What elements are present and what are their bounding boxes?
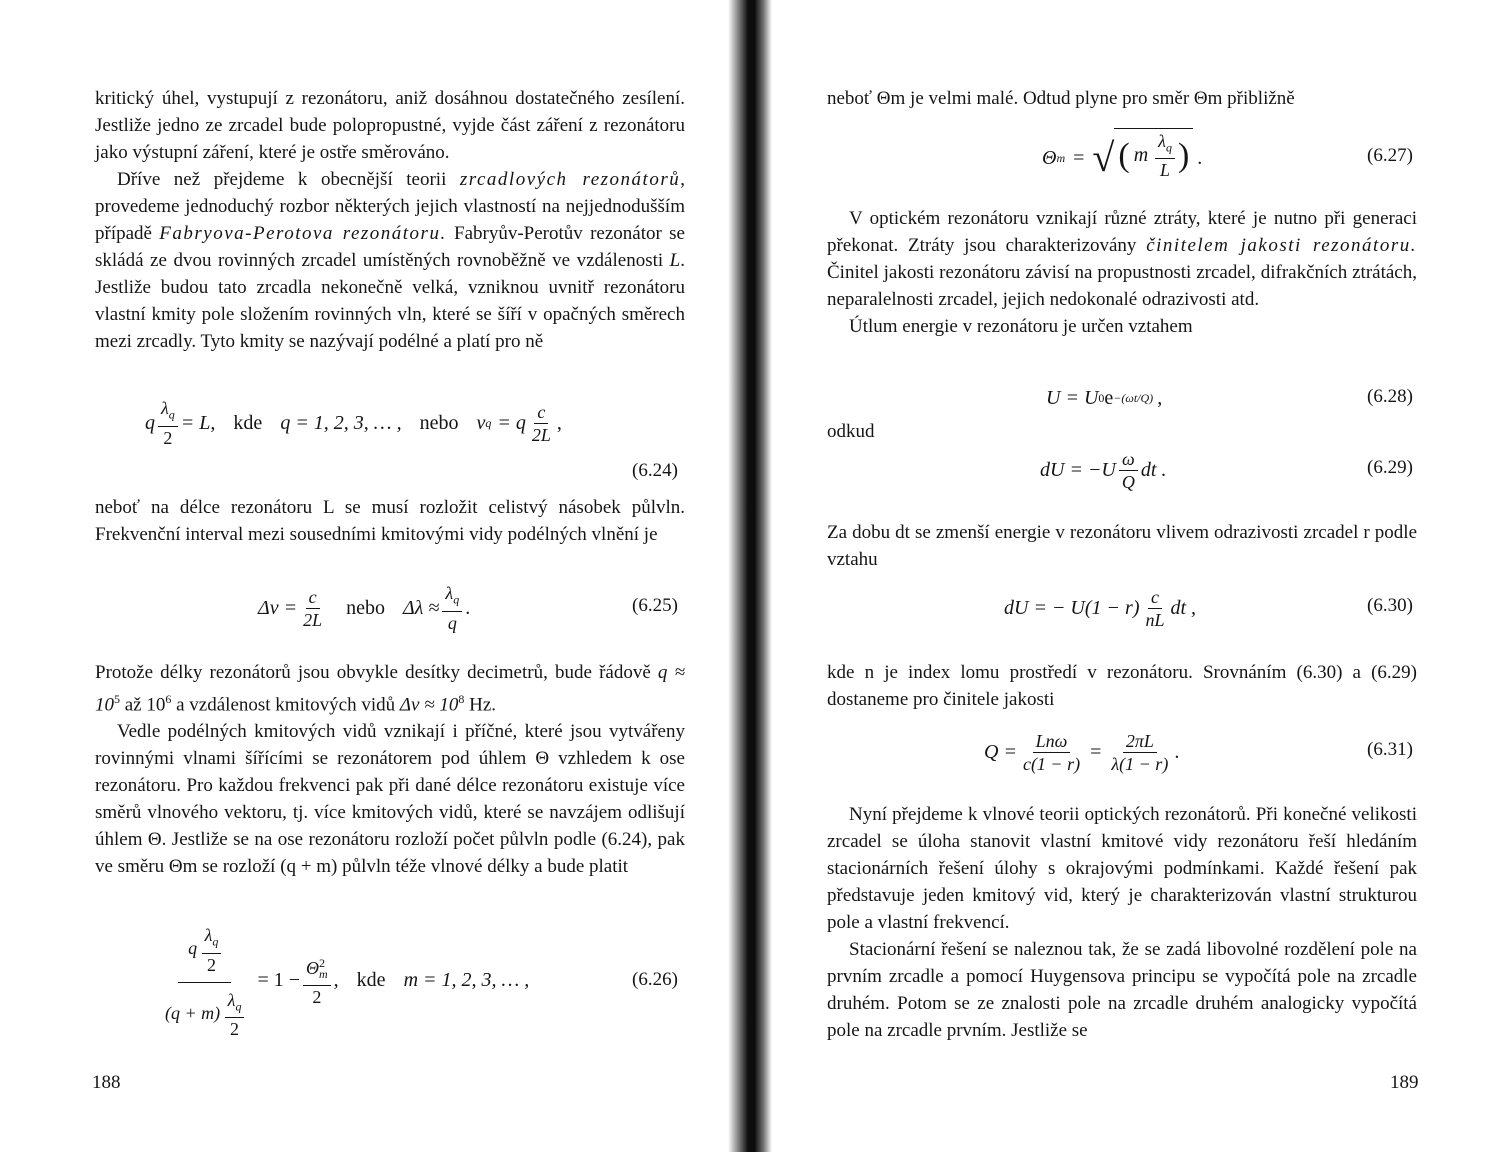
- equation-number-6-25: (6.25): [632, 595, 678, 616]
- right-page: [770, 0, 1506, 1152]
- book-gutter: [728, 0, 772, 1152]
- equation-number-6-29: (6.29): [1367, 457, 1413, 478]
- square-root-sign: √: [1092, 135, 1115, 180]
- equation-6-27: Θ m = √ ( m $\frac{\lambda_q}{L}$ ) .: [1042, 118, 1202, 198]
- fraction-c-over-2L: $\frac{c}{2L}$: [531, 401, 551, 445]
- equation-number-6-24: (6.24): [632, 460, 678, 481]
- right-text-block-4: [827, 659, 1417, 713]
- equation-6-24: q $\frac{\lambda_q}{2}$ = L, kde q = 1, 2, 3, … , nebo ν q = q $\frac{c}{2L}$ ,: [145, 398, 562, 448]
- equation-6-30: dU = − U(1 − r) $\frac{c}{nL}$ dt ,: [1004, 586, 1197, 630]
- left-text-block-1: [95, 85, 685, 355]
- equation-number-6-31: (6.31): [1367, 739, 1413, 760]
- left-paragraph-4: Protože délky rezonátorů jsou obvykle desítky decimetrů, bude řádově $q \approx 10^5$ až $10^6$ a vzdálenost kmitových vidů $\Delta\nu \approx 10^8$ Hz.: [95, 662, 685, 716]
- equation-number-6-27: (6.27): [1367, 145, 1413, 166]
- fraction-omega-over-Q: $\frac{\omega}{Q}$: [1119, 448, 1138, 493]
- left-paragraph-2: Dříve než přejdeme k obecnější teorii zrcadlových rezonátorů, provedeme jednoduchý rozbor některých jejich vlastností na nejjednodušším případě Fabryova-Perotova rezonátoru. Fabryův-Perotův rezonátor se skládá ze dvou rovinných zrcadel umístěných rovnoběžně ve vzdálenosti L. Jestliže budou tato zrcadla nekonečně velká, vzniknou uvnitř rezonátoru vlastní kmity pole složením rovinných vln, které se šíří v opačných směrech mezi zrcadly. Tyto kmity se nazývají podélné a platí pro ně: [95, 169, 685, 352]
- right-paragraph-6: Nyní přejdeme k vlnové teorii optických rezonátorů. Při konečné velikosti zrcadel se úloha stanovit vlastní kmitové vidy rezonátoru řeší hledáním stacionárních řešení úlohy s okrajovými podmínkami. Každé řešení pak představuje jeden kmitový vid, který je charakterizován vlastní strukturou pole a vlastní frekvencí.: [827, 804, 1417, 933]
- right-text-block-1: [827, 85, 1417, 112]
- fraction-lambda-over-q: $\frac{\lambda_q}{q}$: [442, 582, 462, 634]
- left-text-block-3: [95, 659, 685, 880]
- fraction-theta-squared-over-2: $\frac{\Theta^2_m}{2}$: [303, 952, 331, 1009]
- equation-number-6-26: (6.26): [632, 969, 678, 990]
- fraction-Lnw-over-c: $\frac{\text{Lnω}}{c(1 - r)}$: [1022, 730, 1081, 774]
- equation-number-6-30: (6.30): [1367, 595, 1413, 616]
- equation-6-31: Q = $\frac{\text{Lnω}}{c(1 - r)}$ = $\frac{2\pi L}{\lambda(1 - r)}$ .: [984, 730, 1180, 774]
- page-number-left: 188: [92, 1072, 121, 1093]
- right-text-block-5: [827, 801, 1417, 1044]
- square-root-body: ( m $\frac{\lambda_q}{L}$ ): [1114, 128, 1193, 183]
- equation-number-6-28: (6.28): [1367, 386, 1413, 407]
- right-text-block-2: [827, 205, 1417, 340]
- equation-6-26: q $\frac{\lambda_q}{2}$ (q + m) $\frac{\lambda_q}{2}$ = 1 − $\frac{\Theta^2_m}{2}$ , kde m = 1, 2, 3, … ,: [158, 920, 529, 1040]
- left-page: [0, 0, 730, 1152]
- right-paragraph-4: Za dobu dt se zmenší energie v rezonátoru vlivem odrazivosti zrcadel r podle vztahu: [827, 522, 1417, 570]
- left-paragraph-3: neboť na délce rezonátoru L se musí rozložit celistvý násobek půlvln. Frekvenční interval mezi sousedními kmitovými vidy podélných vlnění je: [95, 497, 685, 545]
- fraction-ratio-of-half-waves: q $\frac{\lambda_q}{2}$ (q + m) $\frac{\lambda_q}{2}$: [161, 920, 248, 1040]
- fraction-lambda-over-2: $\frac{\lambda_q}{2}$: [158, 397, 178, 449]
- equation-6-25: Δν = $\frac{c}{2L}$ nebo Δλ ≈ $\frac{\lambda_q}{q}$ .: [258, 583, 471, 633]
- right-paragraph-2: V optickém rezonátoru vznikají různé ztráty, které je nutno při generaci překonat. Ztráty jsou charakterizovány činitelem jakosti rezonátoru. Činitel jakosti rezonátoru závisí na propustnosti zrcadel, difrakčních ztrátách, neparalelnosti zrcadel, jejich nedokonalé odrazivosti atd.: [827, 208, 1417, 310]
- left-paragraph-5: Vedle podélných kmitových vidů vznikají i příčné, které jsou vytvářeny rovinnými vlnami šířícími se rezonátorem pod úhlem Θ vzhledem k ose rezonátoru. Pro každou frekvenci pak při dané délce rezonátoru existuje více směrů vlnového vektoru, tj. více kmitových vidů, které se navzájem odlišují úhlem Θ. Jestliže se na ose rezonátoru rozloží počet půlvln podle (6.24), pak ve směru Θm se rozloží (q + m) půlvln téže vlnové délky a bude platit: [95, 721, 685, 878]
- equation-6-29: dU = −U $\frac{\omega}{Q}$ dt .: [1040, 448, 1167, 492]
- left-paragraph-1: kritický úhel, vystupují z rezonátoru, aniž dosáhnou dostatečného zesílení. Jestliže jedno ze zrcadel bude polopropustné, vyjde část záření z rezonátoru jako výstupní záření, které je ostře směrováno.: [95, 88, 685, 163]
- fraction-c-over-2L: $\frac{c}{2L}$: [303, 586, 323, 630]
- fraction-2piL-over-lambda: $\frac{2\pi L}{\lambda(1 - r)}$: [1111, 730, 1169, 774]
- right-text-block-3: [827, 519, 1417, 573]
- right-paragraph-5: kde n je index lomu prostředí v rezonátoru. Srovnáním (6.30) a (6.29) dostaneme pro činitele jakosti: [827, 662, 1417, 710]
- right-paragraph-3: Útlum energie v rezonátoru je určen vztahem: [849, 316, 1193, 337]
- page-number-right: 189: [1390, 1072, 1419, 1093]
- right-paragraph-1: neboť Θm je velmi malé. Odtud plyne pro směr Θm přibližně: [827, 88, 1295, 109]
- right-paragraph-7: Stacionární řešení se naleznou tak, že se zadá libovolné rozdělení pole na prvním zrcadle a pomocí Huygensova principu se vypočítá pole na zrcadle druhém. Potom se ze znalosti pole na zrcadle druhém analogicky vypočítá pole na zrcadle prvním. Jestliže se: [827, 939, 1417, 1041]
- equation-6-28: U = U 0 e −(ωt/Q) ,: [1046, 386, 1163, 409]
- left-text-block-2: [95, 494, 685, 548]
- fraction-c-over-nL: $\frac{c}{nL}$: [1145, 586, 1165, 630]
- right-odkud: odkud: [827, 421, 875, 442]
